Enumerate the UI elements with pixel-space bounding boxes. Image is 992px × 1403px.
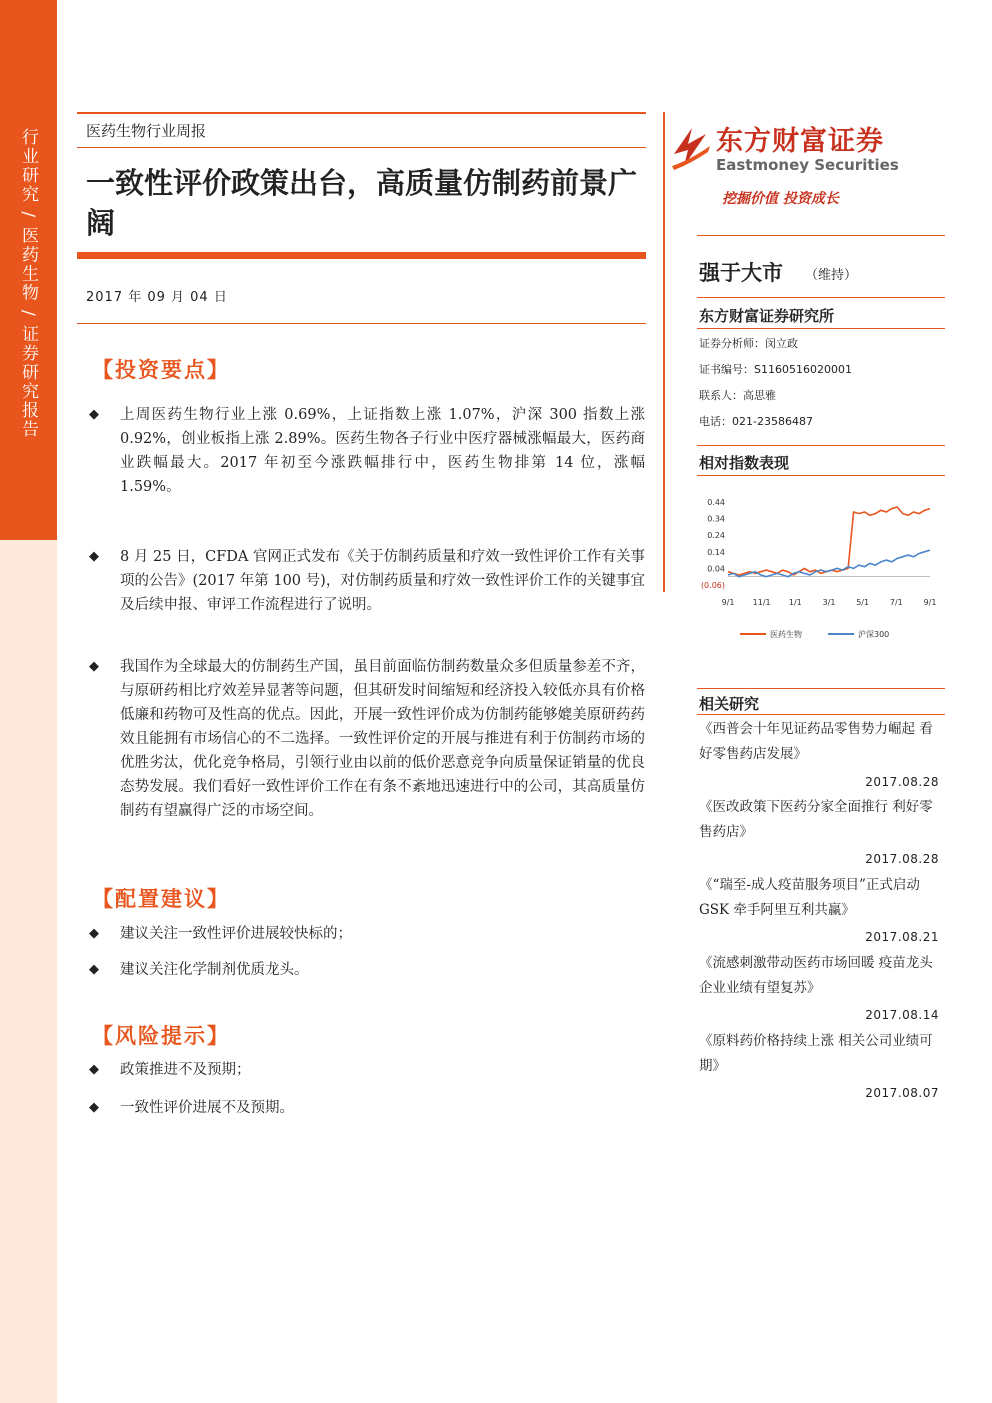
legend-label: 沪深300 [858, 630, 890, 639]
analyst-name: 证券分析师：闵立政 [699, 337, 798, 350]
diamond-bullet-icon: ◆ [89, 549, 99, 564]
x-tick-label: 1/1 [788, 598, 802, 607]
institute-rule [697, 328, 945, 329]
x-tick-label: 7/1 [889, 598, 903, 607]
contact-phone: 电话：021-23586487 [699, 415, 813, 428]
related-heading-rule [697, 714, 945, 715]
eastmoney-logo-icon [670, 120, 712, 172]
related-top-rule [697, 688, 945, 689]
rating-bottom-rule [697, 297, 945, 298]
related-report-date: 2017.08.28 [865, 775, 939, 789]
related-heading: 相关研究 [699, 695, 760, 713]
diamond-bullet-icon: ◆ [89, 407, 99, 422]
chart-heading-rule [697, 475, 945, 476]
report-category: 医药生物行业周报 [86, 122, 207, 140]
related-report-date: 2017.08.07 [865, 1086, 939, 1100]
related-report-title[interactable]: 《原料药价格持续上涨 相关公司业绩可期》 [699, 1033, 933, 1074]
date-rule [77, 323, 646, 324]
diamond-bullet-icon: ◆ [89, 1062, 99, 1077]
diamond-bullet-icon: ◆ [89, 926, 99, 941]
y-tick-label: 0.04 [707, 564, 725, 574]
y-tick-label: 0.44 [707, 498, 725, 507]
related-report-title[interactable]: 《流感刺激带动医药市场回暖 疫苗龙头企业业绩有望复苏》 [699, 955, 933, 996]
related-report-date: 2017.08.28 [865, 852, 939, 866]
related-report-title[interactable]: 《西普会十年见证药品零售势力崛起 看好零售药店发展》 [699, 721, 933, 762]
x-tick-label: 9/1 [721, 598, 735, 607]
report-date: 2017 年 09 月 04 日 [86, 290, 228, 305]
diamond-bullet-icon: ◆ [89, 962, 99, 977]
rating-top-rule [697, 235, 945, 236]
related-report-date: 2017.08.14 [865, 1008, 939, 1022]
page-title: 一致性评价政策出台，高质量仿制药前景广阔 [86, 166, 638, 240]
chart-top-rule [697, 445, 945, 446]
x-tick-label: 3/1 [822, 598, 836, 607]
rating-sub: （维持） [805, 268, 858, 283]
y-tick-label: 0.34 [707, 514, 725, 524]
section-heading-invest: 【投资要点】 [92, 358, 230, 382]
title-thick-rule [77, 252, 646, 259]
sidebar [0, 0, 57, 1403]
related-report-title[interactable]: 《“瑞至-成人疫苗服务项目”正式启动 GSK 牵手阿里互利共赢》 [699, 877, 920, 918]
brand-name-cn: 东方财富证券 [716, 126, 884, 157]
x-tick-label: 5/1 [856, 598, 870, 607]
legend-label: 医药生物 [770, 630, 802, 639]
x-tick-label: 11/1 [752, 598, 771, 607]
diamond-bullet-icon: ◆ [89, 1100, 99, 1115]
top-rule [77, 112, 646, 114]
institute-name: 东方财富证券研究所 [699, 307, 835, 325]
column-divider [663, 112, 665, 592]
section-heading-risk: 【风险提示】 [92, 1024, 230, 1048]
brand-name-en: Eastmoney Securities [716, 156, 899, 174]
related-report-title[interactable]: 《医改政策下医药分家全面推行 利好零售药店》 [699, 799, 933, 840]
series-line [728, 507, 930, 575]
brand-slogan: 挖掘价值 投资成长 [722, 191, 839, 207]
analyst-cert: 证书编号：S1160516020001 [699, 363, 852, 376]
related-report-date: 2017.08.21 [865, 930, 939, 944]
report-type-vertical-label: 行业研究 / 医药生物 / 证券研究报告 [18, 128, 38, 440]
diamond-bullet-icon: ◆ [89, 659, 99, 674]
category-rule [77, 147, 646, 148]
y-tick-label: (0.06) [700, 581, 725, 590]
rating-main: 强于大市 [699, 261, 783, 285]
y-tick-label: 0.14 [707, 547, 725, 557]
series-line [728, 550, 930, 577]
relative-index-chart [690, 490, 940, 650]
section-heading-config: 【配置建议】 [92, 887, 230, 911]
contact-person: 联系人：高思雅 [699, 389, 776, 402]
chart-heading: 相对指数表现 [699, 454, 790, 472]
y-tick-label: 0.24 [707, 531, 725, 541]
x-tick-label: 9/1 [923, 598, 937, 607]
